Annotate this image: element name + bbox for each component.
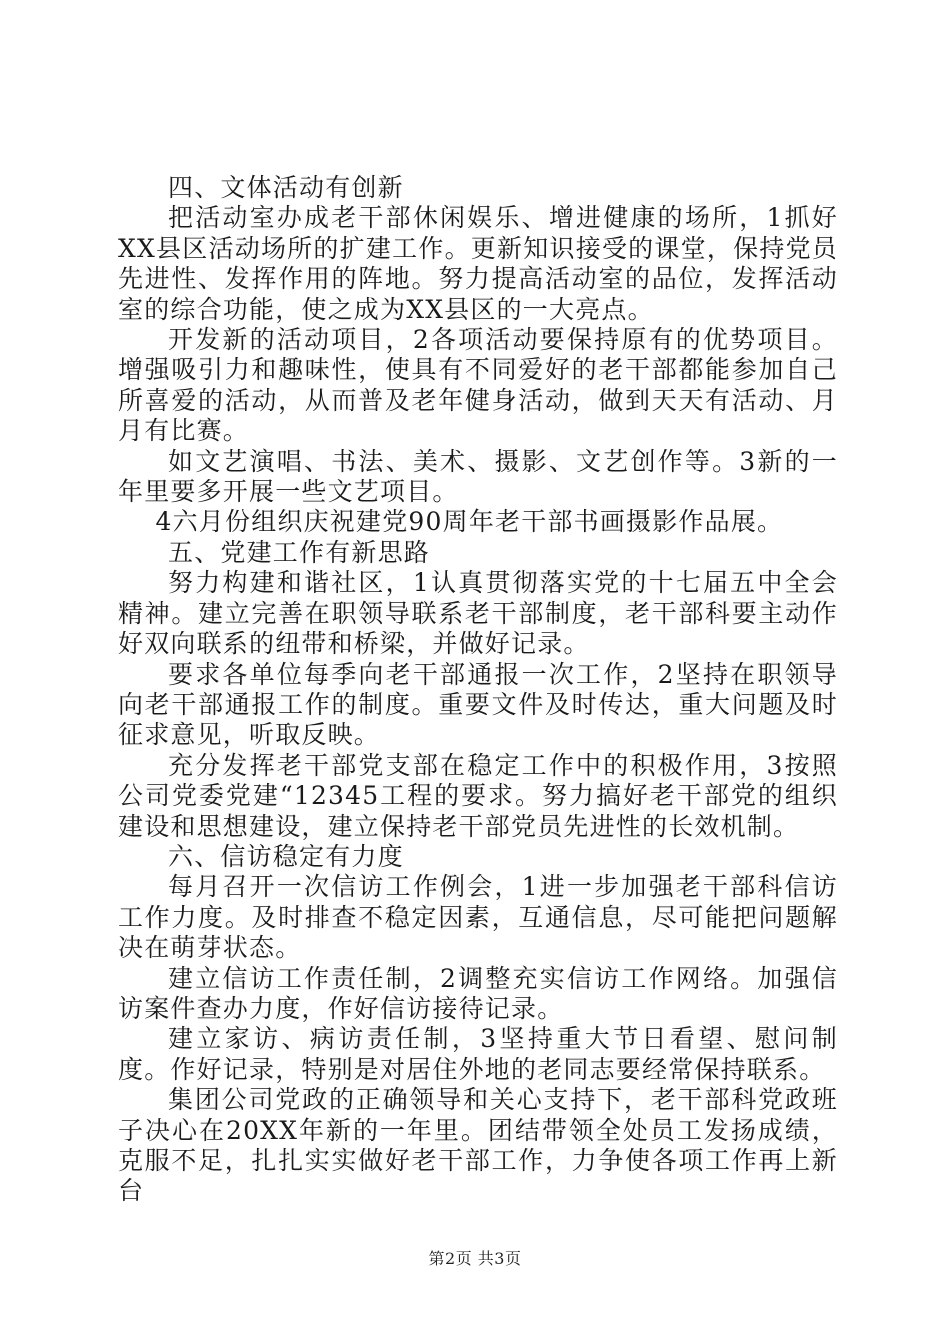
section-heading: 五、党建工作有新思路 bbox=[168, 537, 431, 567]
document-body bbox=[118, 173, 838, 1207]
section-heading: 六、信访稳定有力度 bbox=[168, 841, 404, 871]
body-paragraph: 如文艺演唱、书法、美术、摄影、文艺创作等。3新的一年里要多开展一些文艺项目。 bbox=[118, 446, 838, 507]
body-paragraph: 开发新的活动项目，2各项活动要保持原有的优势项目。增强吸引力和趣味性，使具有不同爱好的老干部都能参加自己所喜爱的活动，从而普及老年健身活动，做到天天有活动、月月有比赛。 bbox=[118, 325, 838, 446]
body-paragraph: 建立家访、病访责任制，3坚持重大节日看望、慰问制度。作好记录，特别是对居住外地的老同志要经常保持联系。 bbox=[118, 1024, 838, 1084]
body-paragraph: 建立信访工作责任制，2调整充实信访工作网络。加强信访案件查办力度，作好信访接待记录。 bbox=[118, 963, 838, 1023]
body-paragraph: 把活动室办成老干部休闲娱乐、增进健康的场所，1抓好XX县区活动场所的扩建工作。更新知识接受的课堂，保持党员先进性、发挥作用的阵地。努力提高活动室的品位，发挥活动室的综合功能，使之成为XX县区的一大亮点。 bbox=[118, 203, 838, 324]
body-paragraph: 努力构建和谐社区，1认真贯彻落实党的十七届五中全会精神。建立完善在职领导联系老干部制度，老干部科要主动作好双向联系的纽带和桥梁，并做好记录。 bbox=[118, 568, 838, 659]
body-paragraph: 充分发挥老干部党支部在稳定工作中的积极作用，3按照公司党委党建“12345工程的要求。努力搞好老干部党的组织建设和思想建设，建立保持老干部党员先进性的长效机制。 bbox=[118, 750, 838, 841]
body-paragraph: 要求各单位每季向老干部通报一次工作，2坚持在职领导向老干部通报工作的制度。重要文件及时传达，重大问题及时征求意见，听取反映。 bbox=[118, 659, 838, 750]
body-paragraph: 4六月份组织庆祝建党90周年老干部书画摄影作品展。 bbox=[155, 507, 784, 537]
page-number-footer: 第2页 共3页 bbox=[428, 1249, 522, 1268]
body-paragraph: 集团公司党政的正确领导和关心支持下，老干部科党政班子决心在20XX年新的一年里。团结带领全处员工发扬成绩，克服不足，扎扎实实做好老干部工作，力争使各项工作再上新台 bbox=[118, 1085, 838, 1206]
section-heading: 四、文体活动有创新 bbox=[168, 173, 404, 202]
body-paragraph: 每月召开一次信访工作例会，1进一步加强老干部科信访工作力度。及时排查不稳定因素，互通信息，尽可能把问题解决在萌芽状态。 bbox=[118, 872, 838, 963]
